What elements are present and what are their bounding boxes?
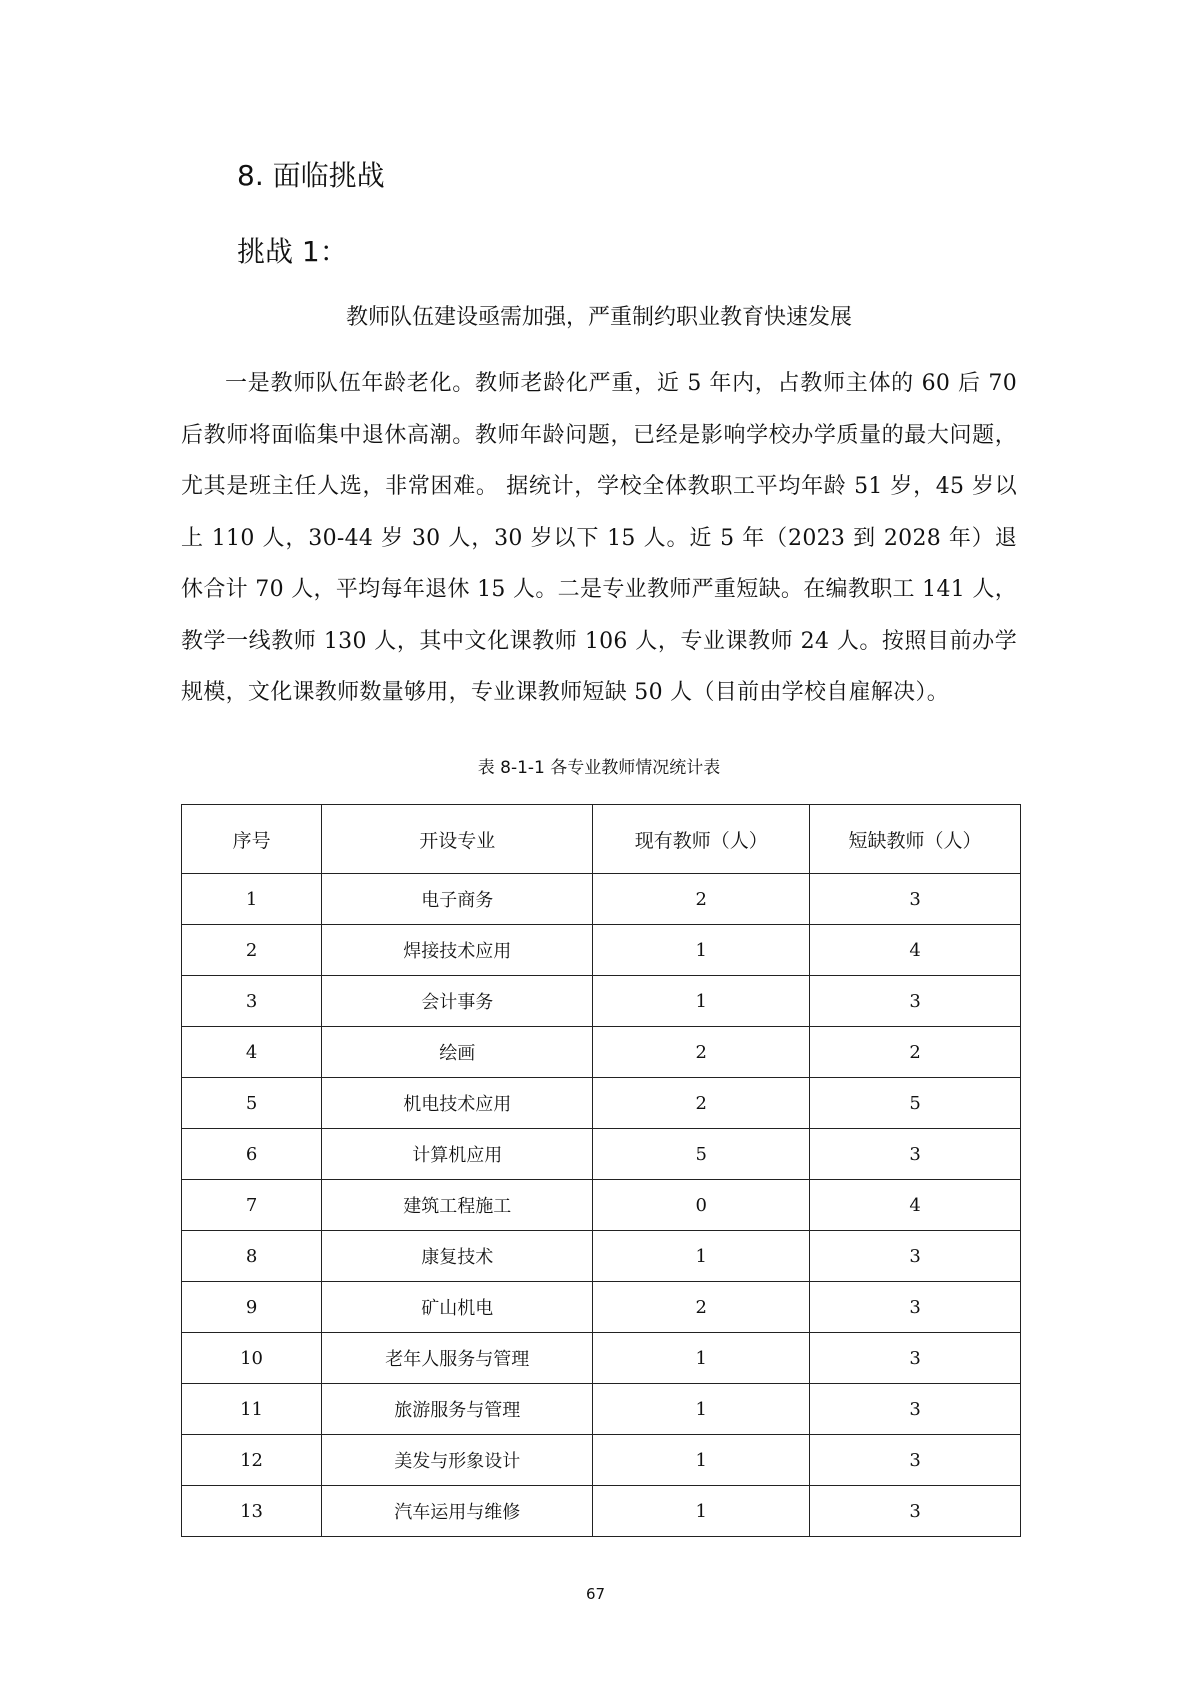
cell-major: 电子商务 [322, 874, 593, 925]
cell-current: 1 [593, 1384, 810, 1435]
table-row [182, 1486, 1021, 1537]
cell-index: 9 [182, 1282, 322, 1333]
cell-major: 绘画 [322, 1027, 593, 1078]
cell-current: 1 [593, 1333, 810, 1384]
challenge-label: 挑战 1： [237, 235, 348, 268]
cell-index: 11 [182, 1384, 322, 1435]
cell-major: 汽车运用与维修 [322, 1486, 593, 1537]
cell-short: 3 [810, 874, 1021, 925]
cell-major: 会计事务 [322, 976, 593, 1027]
cell-major: 老年人服务与管理 [322, 1333, 593, 1384]
cell-major: 焊接技术应用 [322, 925, 593, 976]
cell-current: 2 [593, 1078, 810, 1129]
cell-short: 3 [810, 1384, 1021, 1435]
table-row [182, 1180, 1021, 1231]
cell-index: 12 [182, 1435, 322, 1486]
table-row [182, 1027, 1021, 1078]
cell-short: 3 [810, 976, 1021, 1027]
table-row [182, 1231, 1021, 1282]
cell-index: 2 [182, 925, 322, 976]
cell-index: 6 [182, 1129, 322, 1180]
header-current-teachers: 现有教师（人） [593, 805, 810, 874]
challenge-subtitle: 教师队伍建设亟需加强，严重制约职业教育快速发展 [345, 305, 852, 330]
cell-short: 3 [810, 1333, 1021, 1384]
cell-major: 矿山机电 [322, 1282, 593, 1333]
table-header-row [182, 805, 1021, 874]
cell-index: 5 [182, 1078, 322, 1129]
cell-current: 2 [593, 1282, 810, 1333]
cell-short: 3 [810, 1231, 1021, 1282]
cell-major: 建筑工程施工 [322, 1180, 593, 1231]
table-row [182, 1384, 1021, 1435]
cell-major: 计算机应用 [322, 1129, 593, 1180]
table-caption: 表 8-1-1 各专业教师情况统计表 [477, 758, 721, 778]
cell-index: 10 [182, 1333, 322, 1384]
cell-index: 3 [182, 976, 322, 1027]
cell-short: 3 [810, 1435, 1021, 1486]
cell-major: 旅游服务与管理 [322, 1384, 593, 1435]
table-row [182, 1333, 1021, 1384]
cell-major: 康复技术 [322, 1231, 593, 1282]
cell-current: 5 [593, 1129, 810, 1180]
cell-current: 0 [593, 1180, 810, 1231]
cell-short: 3 [810, 1129, 1021, 1180]
cell-short: 4 [810, 1180, 1021, 1231]
cell-index: 8 [182, 1231, 322, 1282]
cell-current: 1 [593, 976, 810, 1027]
cell-current: 1 [593, 1486, 810, 1537]
header-index: 序号 [182, 805, 322, 874]
header-major: 开设专业 [322, 805, 593, 874]
table-row [182, 1435, 1021, 1486]
cell-index: 1 [182, 874, 322, 925]
table-row [182, 1078, 1021, 1129]
cell-index: 13 [182, 1486, 322, 1537]
cell-current: 1 [593, 925, 810, 976]
cell-short: 4 [810, 925, 1021, 976]
cell-short: 5 [810, 1078, 1021, 1129]
page-number: 67 [585, 1585, 606, 1603]
cell-index: 7 [182, 1180, 322, 1231]
section-title: 8. 面临挑战 [237, 159, 385, 192]
cell-major: 机电技术应用 [322, 1078, 593, 1129]
cell-index: 4 [182, 1027, 322, 1078]
teacher-stats-table [181, 804, 1021, 1537]
table-row [182, 976, 1021, 1027]
cell-current: 2 [593, 874, 810, 925]
table-row [182, 1129, 1021, 1180]
cell-short: 3 [810, 1282, 1021, 1333]
cell-short: 3 [810, 1486, 1021, 1537]
cell-major: 美发与形象设计 [322, 1435, 593, 1486]
table-row [182, 925, 1021, 976]
cell-current: 2 [593, 1027, 810, 1078]
cell-short: 2 [810, 1027, 1021, 1078]
table-row [182, 874, 1021, 925]
cell-current: 1 [593, 1435, 810, 1486]
table-row [182, 1282, 1021, 1333]
body-paragraph: 一是教师队伍年龄老化。教师老龄化严重，近 5 年内，占教师主体的 60 后 70 后教师将面临集中退休高潮。教师年龄问题，已经是影响学校办学质量的最大问题，尤其是班主任人选，非常困难。 据统计，学校全体教职工平均年龄 51 岁，45 岁以上 110 人，30-44 岁 30 人，30 岁以下 15 人。近 5 年（2023 到 2028 年）退休合计 70 人，平均每年退休 15 人。二是专业教师严重短缺。在编教职工 141 人，教学一线教师 130 人，其中文化课教师 106 人，专业课教师 24 人。按照目前办学规模，文化课教师数量够用，专业课教师短缺 50 人（目前由学校自雇解决）。 [181, 371, 1017, 705]
cell-current: 1 [593, 1231, 810, 1282]
header-short-teachers: 短缺教师（人） [810, 805, 1021, 874]
